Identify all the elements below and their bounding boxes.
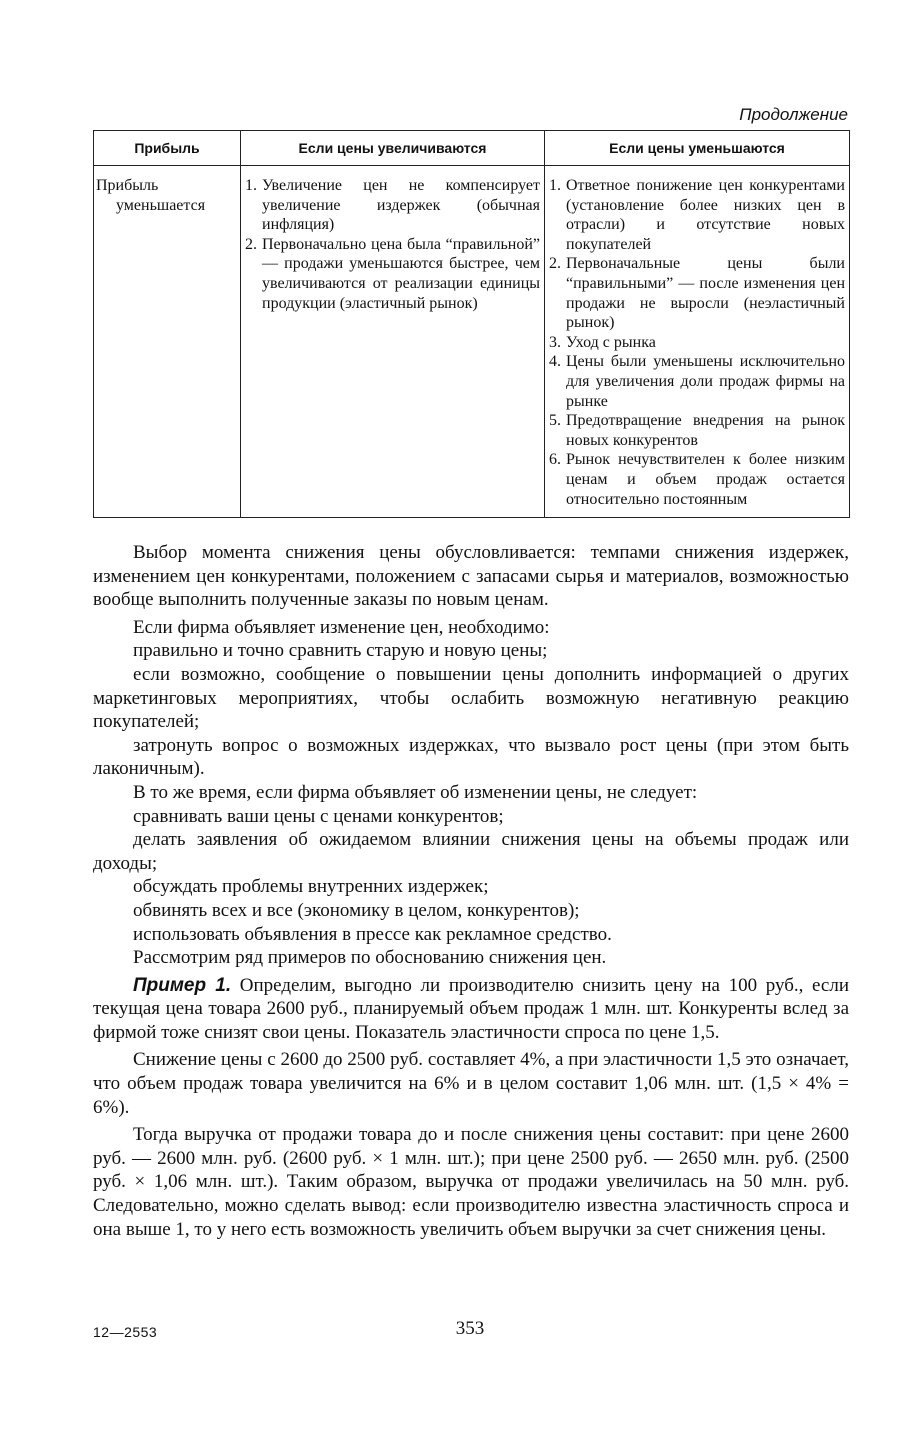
list-item <box>549 254 845 332</box>
paragraph: правильно и точно сравнить старую и новую цены; <box>133 640 548 662</box>
paragraph: затронуть вопрос о возможных издержках, что вызвало рост цены (при этом быть лаконичным). <box>93 734 849 780</box>
table-row <box>94 166 850 518</box>
item-number: 2. <box>549 255 561 273</box>
item-text: Первоначально цена была “правильной” — продажи уменьшаются быстрее, чем увеличиваются от реализации единицы продукции (эластичный рынок) <box>262 235 540 312</box>
decrease-list <box>549 176 845 509</box>
paragraph: использовать объявления в прессе как рекламное средство. <box>133 923 612 945</box>
item-number: 1. <box>549 177 561 194</box>
item-text: Рынок нечувствителен к более низким ценам и объем продаж остается относительно постоянным <box>566 451 845 508</box>
signature-code: 12—2553 <box>93 1324 158 1340</box>
paragraph: Если фирма объявляет изменение цен, необходимо: <box>133 616 550 638</box>
header-prices-increase: Если цены увеличиваются <box>241 131 545 166</box>
row-label-line2: уменьшается <box>116 196 206 214</box>
price-change-table <box>93 130 850 518</box>
paragraph: делать заявления об ожидаемом влиянии снижения цены на объемы продаж или доходы; <box>93 829 849 874</box>
paragraph: Выбор момента снижения цены обусловливается: темпами снижения издержек, изменением цен конкурентами, положением с запасами сырья и материалов, возможностью вообще выполнить полученные заказы по новым ценам. <box>93 542 849 611</box>
paragraph: обвинять всех и все (экономику в целом, конкурентов); <box>133 899 580 921</box>
paragraph: обсуждать проблемы внутренних издержек; <box>133 876 489 898</box>
increase-list <box>245 176 540 313</box>
item-text: Первоначальные цены были “правильными” — после изменения цен продажи не выросли (неэластичный рынок) <box>566 255 845 332</box>
list-item <box>549 176 845 254</box>
example-text: Определим, выгодно ли производителю снизить цену на 100 руб., если текущая цена товара 2600 руб., планируемый объем продаж 1 млн. шт. Конкуренты вслед за фирмой тоже снизят свои цены. Показатель эластичности спроса по цене 1,5. <box>93 974 850 1043</box>
item-text: Увеличение цен не компенсирует увеличение издержек (обычная инфляция) <box>262 177 540 234</box>
item-number: 6. <box>549 451 561 469</box>
example-paragraph <box>93 974 849 1045</box>
increase-cell <box>241 166 545 518</box>
list-item <box>549 333 845 353</box>
page-number: 353 <box>455 1318 485 1339</box>
list-item <box>245 176 540 235</box>
decrease-cell <box>545 166 850 518</box>
paragraph: В то же время, если фирма объявляет об изменении цены, не следует: <box>133 781 698 803</box>
paragraph: Рассмотрим ряд примеров по обоснованию снижения цен. <box>133 947 607 969</box>
header-prices-decrease: Если цены уменьшаются <box>545 131 850 166</box>
header-profit: Прибыль <box>94 131 241 166</box>
item-number: 4. <box>549 353 561 371</box>
item-text: Предотвращение внедрения на рынок новых конкурентов <box>566 412 845 449</box>
item-text: Цены были уменьшены исключительно для увеличения доли продаж фирмы на рынке <box>566 353 845 410</box>
list-item <box>245 235 540 313</box>
item-number: 2. <box>245 235 257 253</box>
list-item <box>549 411 845 450</box>
item-number: 3. <box>549 333 561 351</box>
paragraph: если возможно, сообщение о повышении цены дополнить информацией о других маркетинговых мероприятиях, чтобы ослабить возможную негативную реакцию покупателей; <box>93 663 849 733</box>
row-label-cell <box>94 166 241 518</box>
table-header-row <box>94 131 850 166</box>
paragraph: сравнивать ваши цены с ценами конкурентов; <box>133 805 504 827</box>
continuation-label: Продолжение <box>739 105 848 124</box>
item-text: Уход с рынка <box>566 333 656 351</box>
paragraph: Тогда выручка от продажи товара до и после снижения цены составит: при цене 2600 руб. — 2600 млн. руб. (2600 руб. × 1 млн. шт.); при цене 2500 руб. — 2650 млн. руб. (2500 руб. × 1,06 млн. шт.). Таким образом, выручка от продажи увеличилась на 50 млн. руб. Следовательно, можно сделать вывод: если производителю известна эластичность спроса и она выше 1, то у него есть возможность увеличить объем выручки за счет снижения цены. <box>93 1124 849 1240</box>
example-label: Пример 1. <box>133 974 232 996</box>
item-text: Ответное понижение цен конкурентами (установление более низких цен в отрасли) и отсутствие новых покупателей <box>566 177 845 253</box>
body-text <box>93 541 849 1241</box>
list-item <box>549 450 845 509</box>
item-number: 5. <box>549 412 561 430</box>
list-item <box>549 352 845 411</box>
item-number: 1. <box>245 177 257 194</box>
paragraph: Снижение цены с 2600 до 2500 руб. составляет 4%, а при эластичности 1,5 это означает, что объем продаж товара увеличится на 6% и в целом составит 1,06 млн. шт. (1,5 × 4% = 6%). <box>93 1049 849 1118</box>
row-label-line1: Прибыль <box>96 177 159 194</box>
